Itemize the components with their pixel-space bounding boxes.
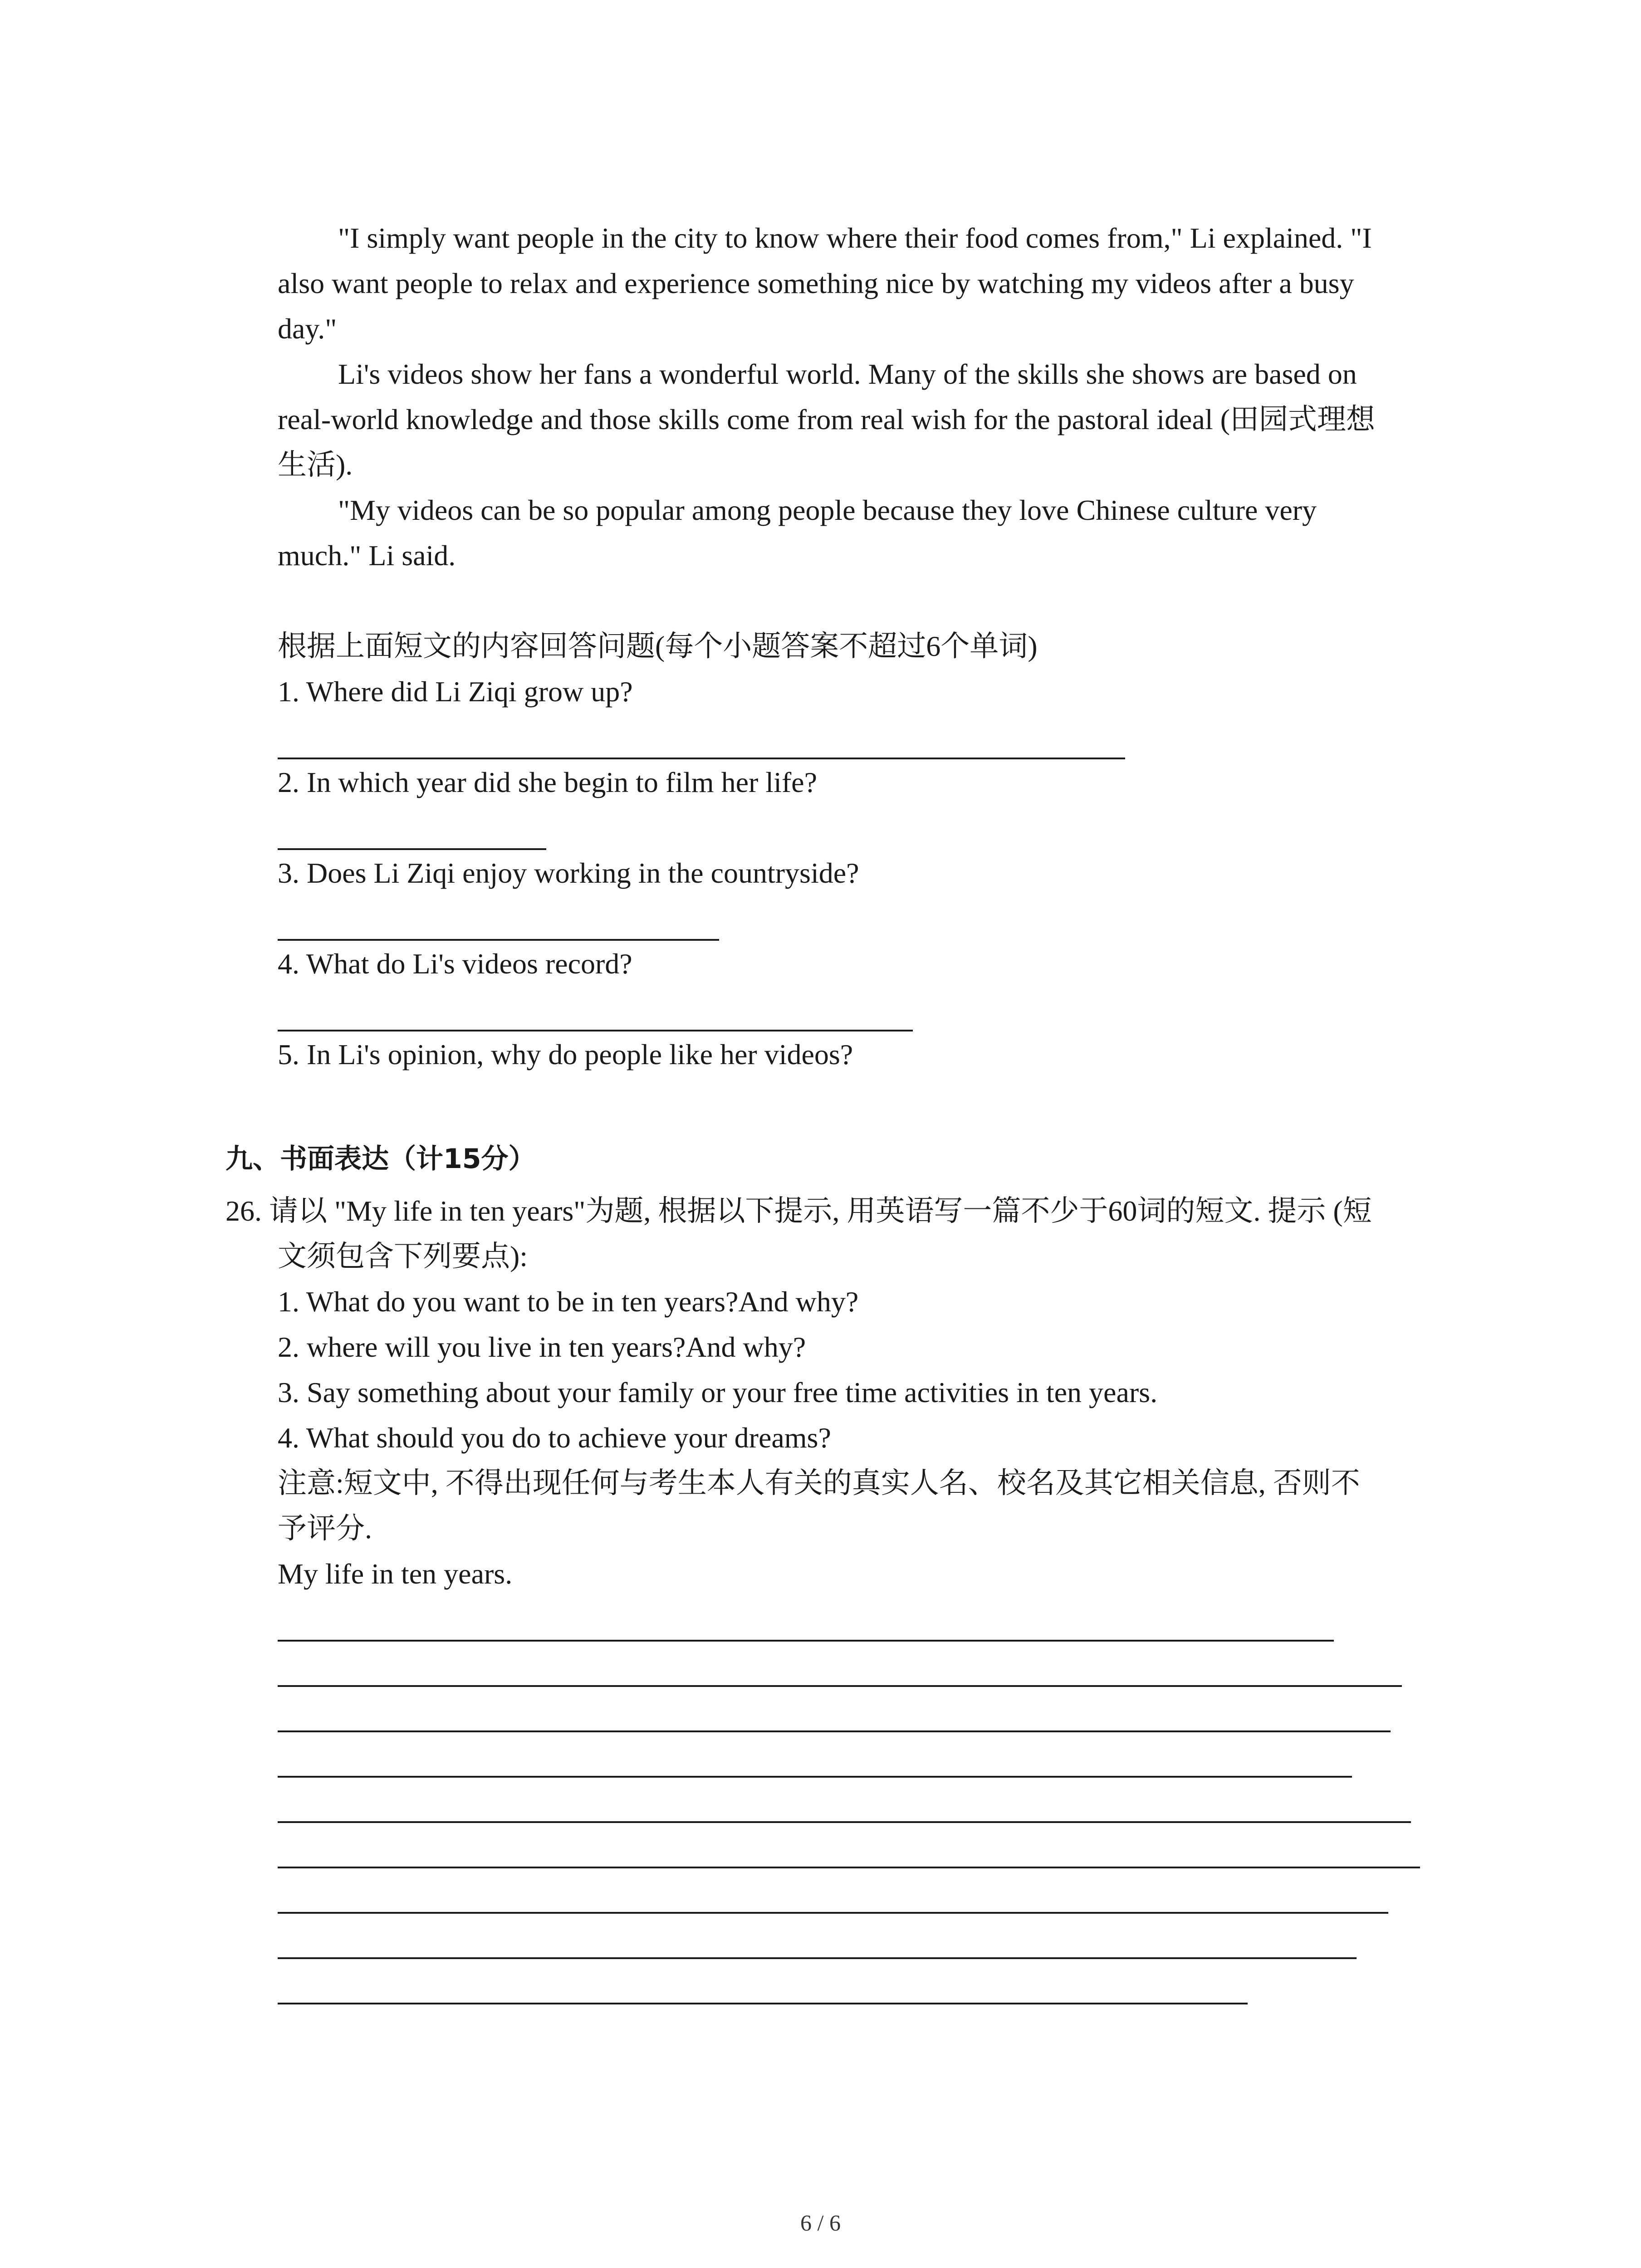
passage-paragraph-3-line-2: much." Li said.	[278, 539, 456, 572]
passage-paragraph-1-line-1: "I simply want people in the city to know where their food comes from," Li explained. "I	[338, 222, 1372, 254]
writing-line-9[interactable]	[278, 2003, 1248, 2004]
passage-paragraph-2-line-3: 生活).	[278, 449, 353, 481]
answer-line-2[interactable]	[278, 848, 546, 850]
writing-line-5[interactable]	[278, 1821, 1411, 1823]
passage-paragraph-2-line-1: Li's videos show her fans a wonderful world. Many of the skills she shows are based on	[338, 358, 1357, 390]
writing-line-8[interactable]	[278, 1957, 1357, 1959]
answer-line-1[interactable]	[278, 758, 1125, 759]
writing-point-2: 2. where will you live in ten years?And why?	[278, 1331, 806, 1363]
question-3: 3. Does Li Ziqi enjoy working in the countryside?	[278, 857, 859, 889]
writing-line-7[interactable]	[278, 1912, 1388, 1914]
writing-line-2[interactable]	[278, 1685, 1402, 1687]
passage-paragraph-1-line-3: day."	[278, 313, 337, 345]
writing-point-4: 4. What should you do to achieve your dreams?	[278, 1422, 831, 1454]
writing-line-1[interactable]	[278, 1640, 1334, 1642]
page-number: 6 / 6	[800, 2210, 841, 2235]
writing-note-line-2: 予评分.	[278, 1512, 372, 1545]
answer-line-3[interactable]	[278, 939, 719, 941]
question-4: 4. What do Li's videos record?	[278, 948, 632, 980]
questions-instruction: 根据上面短文的内容回答问题(每个小题答案不超过6个单词)	[278, 630, 1038, 662]
writing-prompt-line-1: 26. 请以 "My life in ten years"为题, 根据以下提示, 用英语写一篇不少于60词的短文. 提示 (短	[225, 1195, 1372, 1227]
writing-point-3: 3. Say something about your family or your free time activities in ten years.	[278, 1376, 1158, 1408]
writing-point-1: 1. What do you want to be in ten years?And why?	[278, 1286, 859, 1318]
section-heading-writing: 九、书面表达（计15分）	[225, 1143, 536, 1175]
writing-prompt-line-2: 文须包含下列要点):	[278, 1240, 528, 1272]
writing-line-3[interactable]	[278, 1730, 1391, 1732]
passage-paragraph-2-line-2: real-world knowledge and those skills come from real wish for the pastoral ideal (田园式理想	[278, 403, 1375, 435]
writing-note-line-1: 注意:短文中, 不得出现任何与考生本人有关的真实人名、校名及其它相关信息, 否则不	[278, 1467, 1360, 1499]
writing-title: My life in ten years.	[278, 1558, 513, 1590]
question-5: 5. In Li's opinion, why do people like her videos?	[278, 1038, 853, 1070]
answer-line-4[interactable]	[278, 1030, 913, 1031]
question-2: 2. In which year did she begin to film her life?	[278, 766, 817, 798]
writing-line-4[interactable]	[278, 1776, 1352, 1778]
writing-line-6[interactable]	[278, 1867, 1420, 1868]
question-1: 1. Where did Li Ziqi grow up?	[278, 675, 633, 708]
passage-paragraph-3-line-1: "My videos can be so popular among people because they love Chinese culture very	[338, 494, 1317, 526]
passage-paragraph-1-line-2: also want people to relax and experience something nice by watching my videos after a busy	[278, 267, 1354, 299]
